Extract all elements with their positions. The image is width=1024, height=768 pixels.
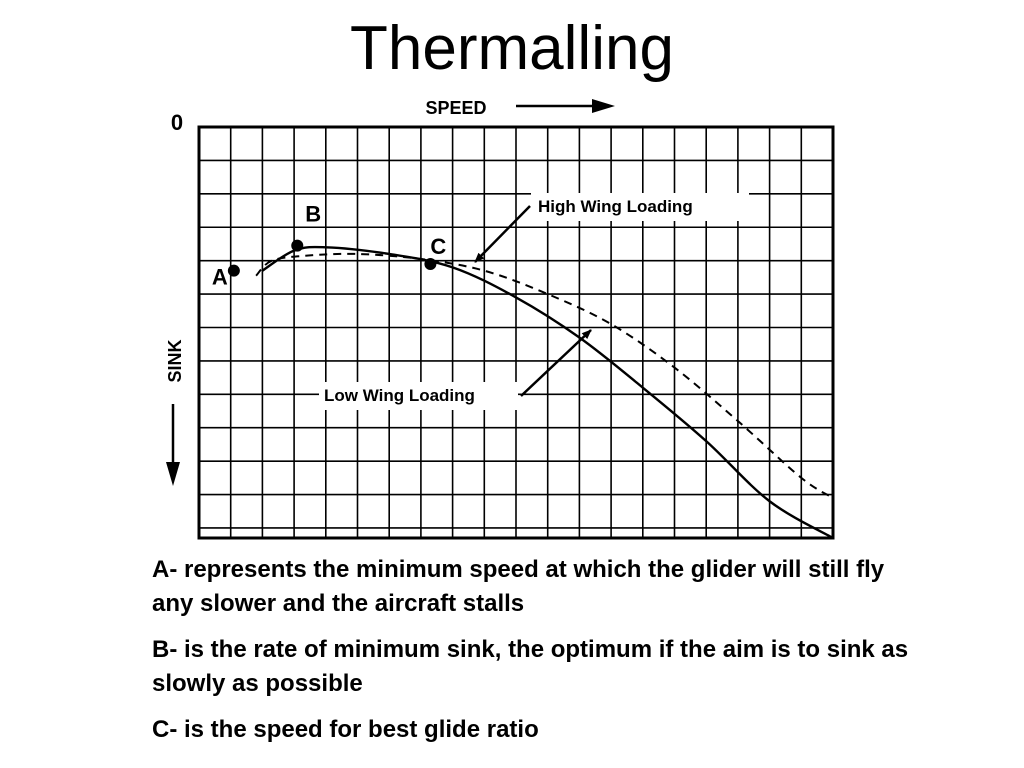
low-wing-loading-label: Low Wing Loading [324, 386, 475, 405]
sink-arrow-icon [166, 404, 180, 486]
note-b: B- is the rate of minimum sink, the optimum if the aim is to sink as slowly as possible [152, 636, 909, 697]
speed-arrow-icon [516, 99, 615, 113]
y-axis-label: SINK [165, 339, 185, 383]
x-axis-label: SPEED [425, 98, 487, 118]
point-c-label: C [430, 234, 447, 259]
chart-grid [199, 127, 833, 538]
slide-title: Thermalling [350, 14, 674, 83]
note-a: A- represents the minimum speed at which the glider will still fly any slower and the aircraft stalls [152, 556, 885, 617]
key-points [212, 202, 447, 290]
low-wing-arrow-icon [521, 330, 591, 396]
point-a-marker [228, 265, 240, 277]
origin-label: 0 [170, 110, 184, 135]
point-b-label: B [305, 201, 322, 227]
high-wing-loading-label: High Wing Loading [538, 197, 693, 216]
note-c: C- is the speed for best glide ratio [152, 716, 539, 743]
high-wing-arrow-icon [475, 206, 530, 262]
point-c-marker [424, 258, 436, 270]
notes-list [152, 553, 912, 759]
point-a-label: A [211, 264, 228, 290]
point-b-marker [291, 240, 303, 252]
